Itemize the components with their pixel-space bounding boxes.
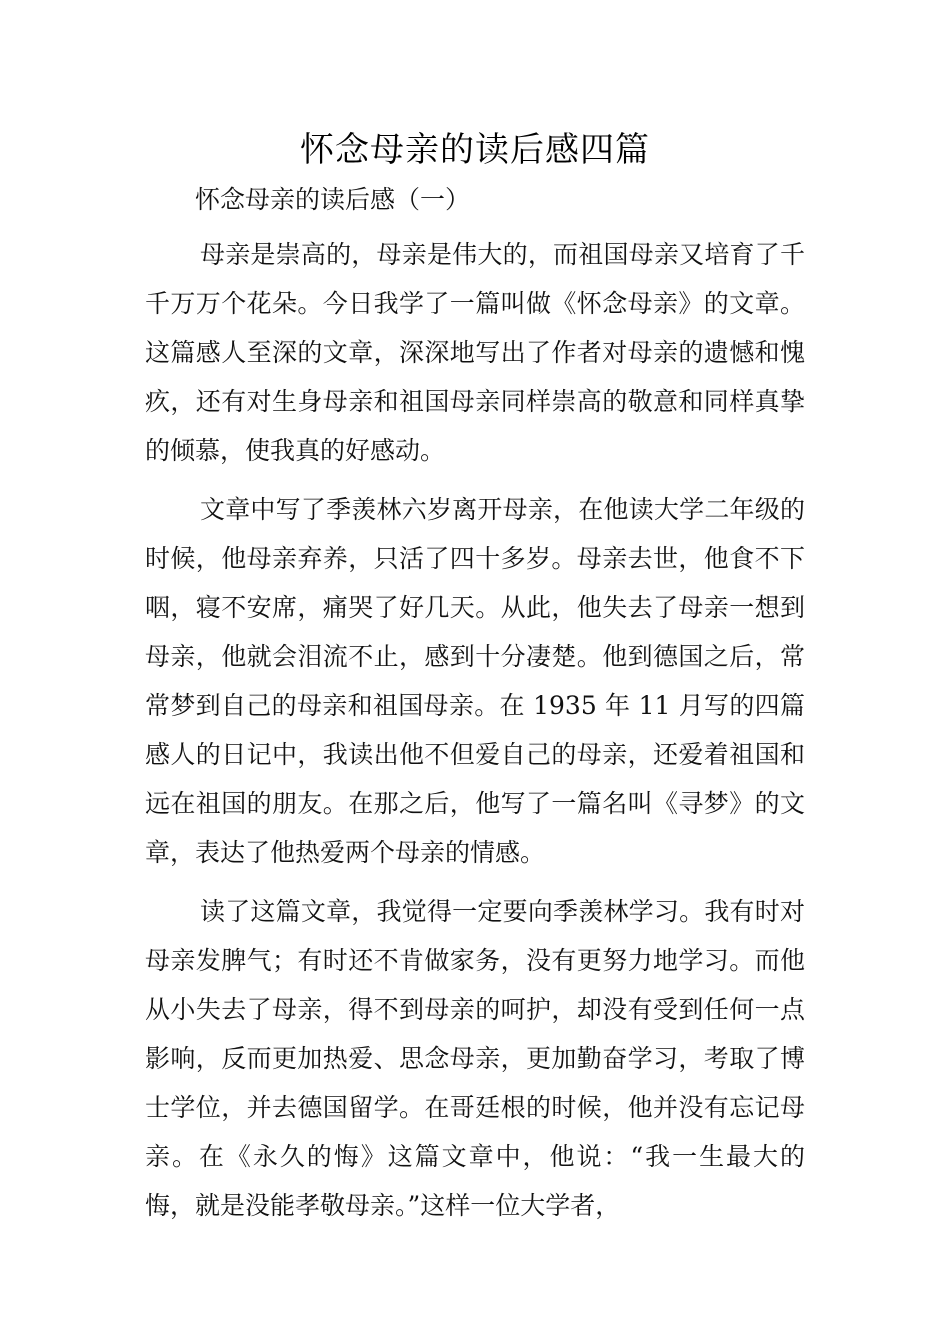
section-heading: 怀念母亲的读后感（一） — [195, 185, 471, 214]
document-body — [145, 180, 805, 1230]
document-title: 怀念母亲的读后感四篇 — [300, 130, 650, 170]
paragraph-1: 母亲是崇高的，母亲是伟大的，而祖国母亲又培育了千千万万个花朵。今日我学了一篇叫做《怀念母亲》的文章。这篇感人至深的文章，深深地写出了作者对母亲的遗憾和愧疚，还有对生身母亲和祖国母亲同样崇高的敬意和同样真挚的倾慕，使我真的好感动。 — [145, 240, 805, 465]
paragraph-2: 文章中写了季羡林六岁离开母亲，在他读大学二年级的时候，他母亲弃养，只活了四十多岁。母亲去世，他食不下咽，寝不安席，痛哭了好几天。从此，他失去了母亲一想到母亲，他就会泪流不止，感到十分凄楚。他到德国之后，常常梦到自己的母亲和祖国母亲。在 1935 年 11 月写的四篇感人的日记中，我读出他不但爱自己的母亲，还爱着祖国和远在祖国的朋友。在那之后，他写了一篇名叫《寻梦》的文章，表达了他热爱两个母亲的情感。 — [145, 495, 805, 867]
paragraph-3: 读了这篇文章，我觉得一定要向季羡林学习。我有时对母亲发脾气；有时还不肯做家务，没有更努力地学习。而他从小失去了母亲，得不到母亲的呵护，却没有受到任何一点影响，反而更加热爱、思念母亲，更加勤奋学习，考取了博士学位，并去德国留学。在哥廷根的时候，他并没有忘记母亲。在《永久的悔》这篇文章中，他说：“我一生最大的悔，就是没能孝敬母亲。”这样一位大学者， — [145, 897, 805, 1220]
